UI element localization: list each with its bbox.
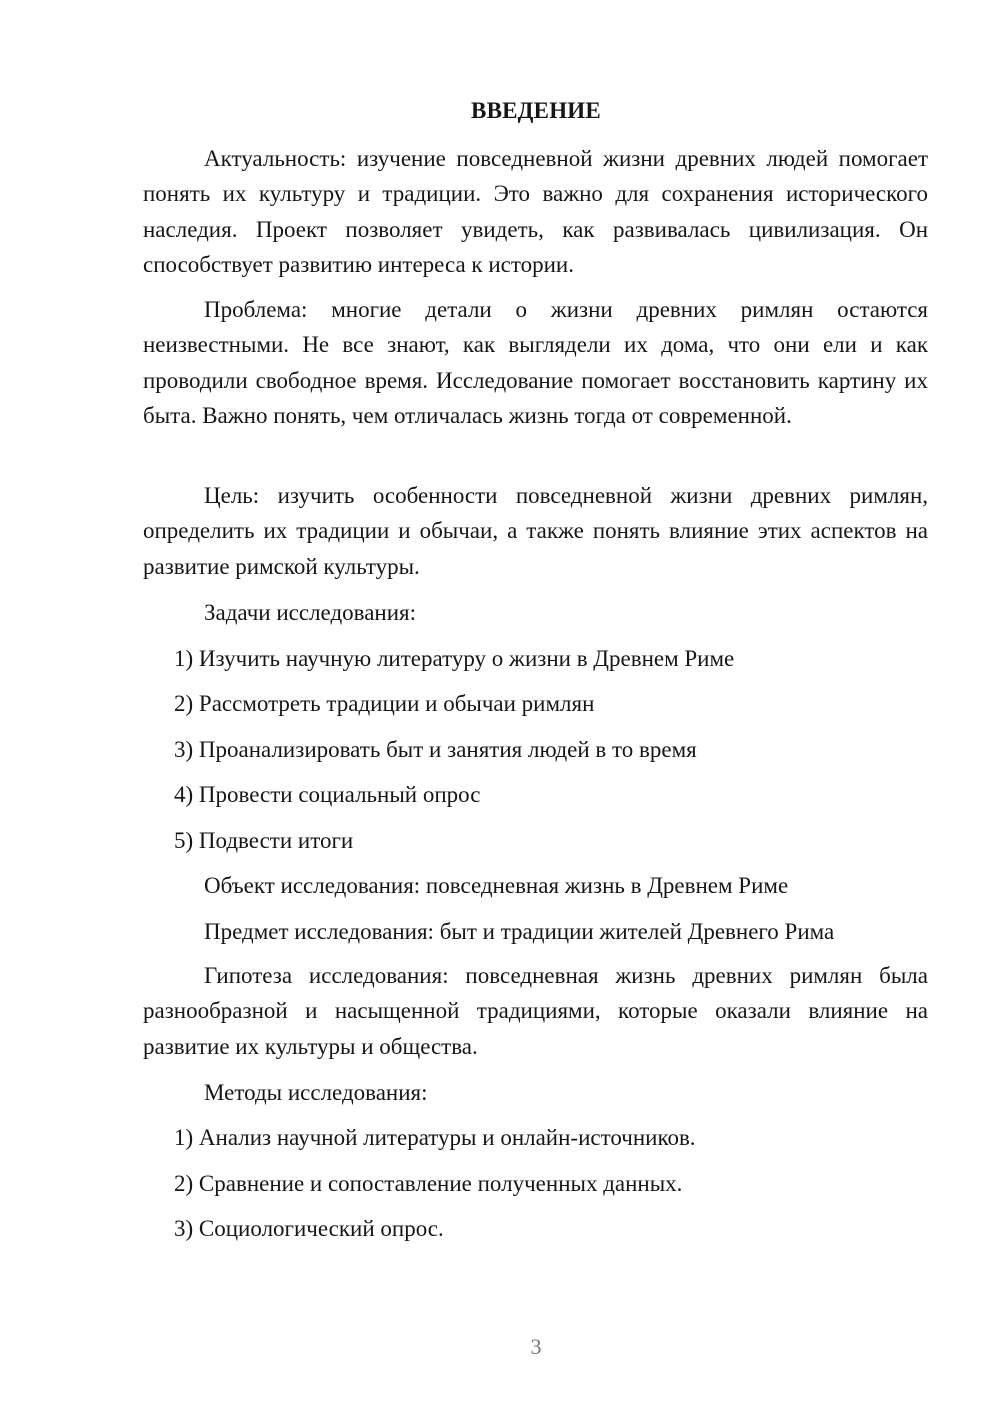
research-object: Объект исследования: повседневная жизнь в Древнем Риме	[204, 873, 789, 898]
list-item: 2) Сравнение и сопоставление полученных данных.	[174, 1171, 683, 1196]
list-item: 1) Анализ научной литературы и онлайн-источников.	[174, 1125, 696, 1150]
tasks-heading: Задачи исследования:	[204, 600, 417, 625]
list-item: 5) Подвести итоги	[174, 828, 354, 853]
research-subject: Предмет исследования: быт и традиции жителей Древнего Рима	[204, 919, 835, 944]
list-item: 2) Рассмотреть традиции и обычаи римлян	[174, 691, 595, 716]
list-item: 3) Проанализировать быт и занятия людей в то время	[174, 737, 697, 762]
list-item: 1) Изучить научную литературу о жизни в Древнем Риме	[174, 646, 735, 671]
page-number: 3	[530, 1334, 542, 1359]
problem-paragraph: Проблема: многие детали о жизни древних римлян остаются неизвестными. Не все знают, как выглядели их дома, что они ели и как проводили свободное время. Исследование помогает восстановить картину их быта. Важно понять, чем отличалась жизнь тогда от современной.	[143, 297, 928, 428]
document-title: ВВЕДЕНИЕ	[471, 98, 601, 123]
list-item: 3) Социологический опрос.	[174, 1216, 444, 1241]
list-item: 4) Провести социальный опрос	[174, 782, 481, 807]
hypothesis-paragraph: Гипотеза исследования: повседневная жизнь древних римлян была разнообразной и насыщенной традициями, которые оказали влияние на развитие их культуры и общества.	[143, 963, 928, 1059]
goal-paragraph: Цель: изучить особенности повседневной жизни древних римлян, определить их традиции и обычаи, а также понять влияние этих аспектов на развитие римской культуры.	[143, 483, 928, 579]
relevance-paragraph: Актуальность: изучение повседневной жизни древних людей помогает понять их культуру и традиции. Это важно для сохранения исторического наследия. Проект позволяет увидеть, как развивалась цивилизация. Он способствует развитию интереса к истории.	[143, 146, 928, 277]
methods-heading: Методы исследования:	[204, 1080, 428, 1105]
